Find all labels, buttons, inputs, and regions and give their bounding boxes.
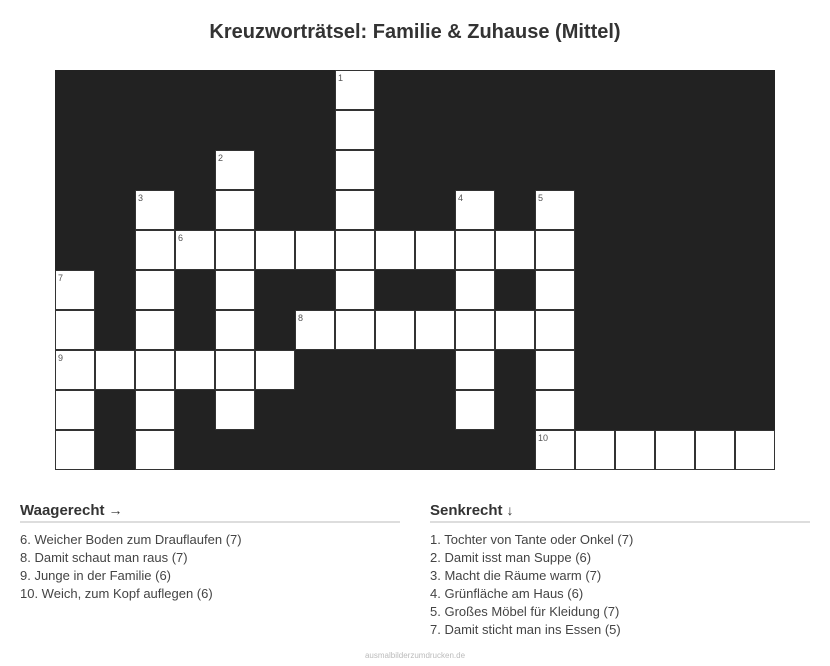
grid-cell[interactable]: [335, 110, 375, 150]
grid-cell[interactable]: [175, 350, 215, 390]
grid-cell[interactable]: [215, 230, 255, 270]
grid-cell[interactable]: [215, 350, 255, 390]
clue-number: 4: [458, 193, 464, 203]
grid-cell[interactable]: [135, 270, 175, 310]
grid-cell[interactable]: [335, 270, 375, 310]
grid-cell[interactable]: [375, 230, 415, 270]
grid-cell[interactable]: [655, 430, 695, 470]
clue-number: 2: [218, 153, 224, 163]
right-arrow-icon: →: [108, 502, 123, 518]
down-clue-list: [430, 531, 810, 639]
clue-number: 7: [58, 273, 64, 283]
grid-cell[interactable]: [495, 310, 535, 350]
grid-cell[interactable]: [215, 390, 255, 430]
clue-number: 9: [58, 353, 64, 363]
grid-cell[interactable]: [135, 390, 175, 430]
clue-number: 10: [538, 433, 549, 443]
grid-cell[interactable]: [55, 350, 95, 390]
across-clue-list: [20, 531, 400, 603]
grid-cell[interactable]: [135, 430, 175, 470]
across-clue: 9. Junge in der Familie (6): [20, 568, 172, 583]
down-clue: 1. Tochter von Tante oder Onkel (7): [430, 532, 634, 547]
grid-cell[interactable]: [735, 430, 775, 470]
grid-cell[interactable]: [535, 190, 575, 230]
grid-cell[interactable]: [215, 310, 255, 350]
across-clue: 10. Weich, zum Kopf auflegen (6): [20, 586, 213, 601]
grid-cell[interactable]: [535, 350, 575, 390]
grid-cell[interactable]: [575, 430, 615, 470]
grid-cell[interactable]: [335, 230, 375, 270]
clue-number: 3: [138, 193, 144, 203]
grid-cell[interactable]: [55, 430, 95, 470]
grid-cell[interactable]: [335, 190, 375, 230]
grid-cell[interactable]: [255, 350, 295, 390]
down-heading: [430, 502, 810, 523]
grid-cell[interactable]: [455, 390, 495, 430]
footer-credit: ausmalbilderzumdrucken.de: [364, 651, 466, 660]
grid-cell[interactable]: [215, 150, 255, 190]
grid-cell[interactable]: [615, 430, 655, 470]
across-clues-section: [20, 502, 400, 603]
grid-cell[interactable]: [455, 230, 495, 270]
grid-cell[interactable]: [535, 310, 575, 350]
down-clue: 5. Großes Möbel für Kleidung (7): [430, 604, 620, 619]
down-clue: 7. Damit sticht man ins Essen (5): [430, 622, 621, 637]
grid-cell[interactable]: [535, 270, 575, 310]
down-heading-label: Senkrecht: [430, 502, 503, 519]
grid-cell[interactable]: [335, 310, 375, 350]
grid-cell[interactable]: [255, 230, 295, 270]
grid-cell[interactable]: [135, 230, 175, 270]
grid-cell[interactable]: [415, 230, 455, 270]
across-heading: [20, 502, 400, 523]
grid-cell[interactable]: [55, 390, 95, 430]
grid-cell[interactable]: [135, 350, 175, 390]
across-clue: 6. Weicher Boden zum Drauflaufen (7): [20, 532, 242, 547]
grid-cell[interactable]: [455, 310, 495, 350]
down-clue: 4. Grünfläche am Haus (6): [430, 586, 584, 601]
grid-cell[interactable]: [495, 230, 535, 270]
grid-cell[interactable]: [295, 230, 335, 270]
grid-cell[interactable]: [535, 390, 575, 430]
grid-cell[interactable]: [695, 430, 735, 470]
clue-number: 5: [538, 193, 544, 203]
crossword-grid: [55, 70, 775, 470]
grid-cell[interactable]: [175, 230, 215, 270]
grid-cell[interactable]: [135, 310, 175, 350]
down-arrow-icon: ↓: [506, 502, 514, 518]
down-clue: 3. Macht die Räume warm (7): [430, 568, 602, 583]
clue-number: 6: [178, 233, 184, 243]
puzzle-title: Kreuzworträtsel: Familie & Zuhause (Mittel): [209, 21, 621, 43]
grid-cell[interactable]: [335, 150, 375, 190]
grid-cell[interactable]: [375, 310, 415, 350]
grid-cell[interactable]: [135, 190, 175, 230]
grid-cell[interactable]: [335, 70, 375, 110]
grid-cell[interactable]: [215, 190, 255, 230]
down-clue: 2. Damit isst man Suppe (6): [430, 550, 592, 565]
grid-cell[interactable]: [535, 230, 575, 270]
across-heading-label: Waagerecht: [20, 502, 105, 519]
grid-cell[interactable]: [55, 270, 95, 310]
grid-cell[interactable]: [95, 350, 135, 390]
grid-cell[interactable]: [55, 310, 95, 350]
grid-cell[interactable]: [295, 310, 335, 350]
across-clue: 8. Damit schaut man raus (7): [20, 550, 188, 565]
grid-cell[interactable]: [415, 310, 455, 350]
grid-cell[interactable]: [455, 190, 495, 230]
grid-cell[interactable]: [215, 270, 255, 310]
down-clues-section: [430, 502, 810, 639]
grid-cell[interactable]: [455, 350, 495, 390]
grid-cell[interactable]: [535, 430, 575, 470]
clue-number: 8: [298, 313, 304, 323]
grid-cell[interactable]: [455, 270, 495, 310]
clue-number: 1: [338, 73, 344, 83]
